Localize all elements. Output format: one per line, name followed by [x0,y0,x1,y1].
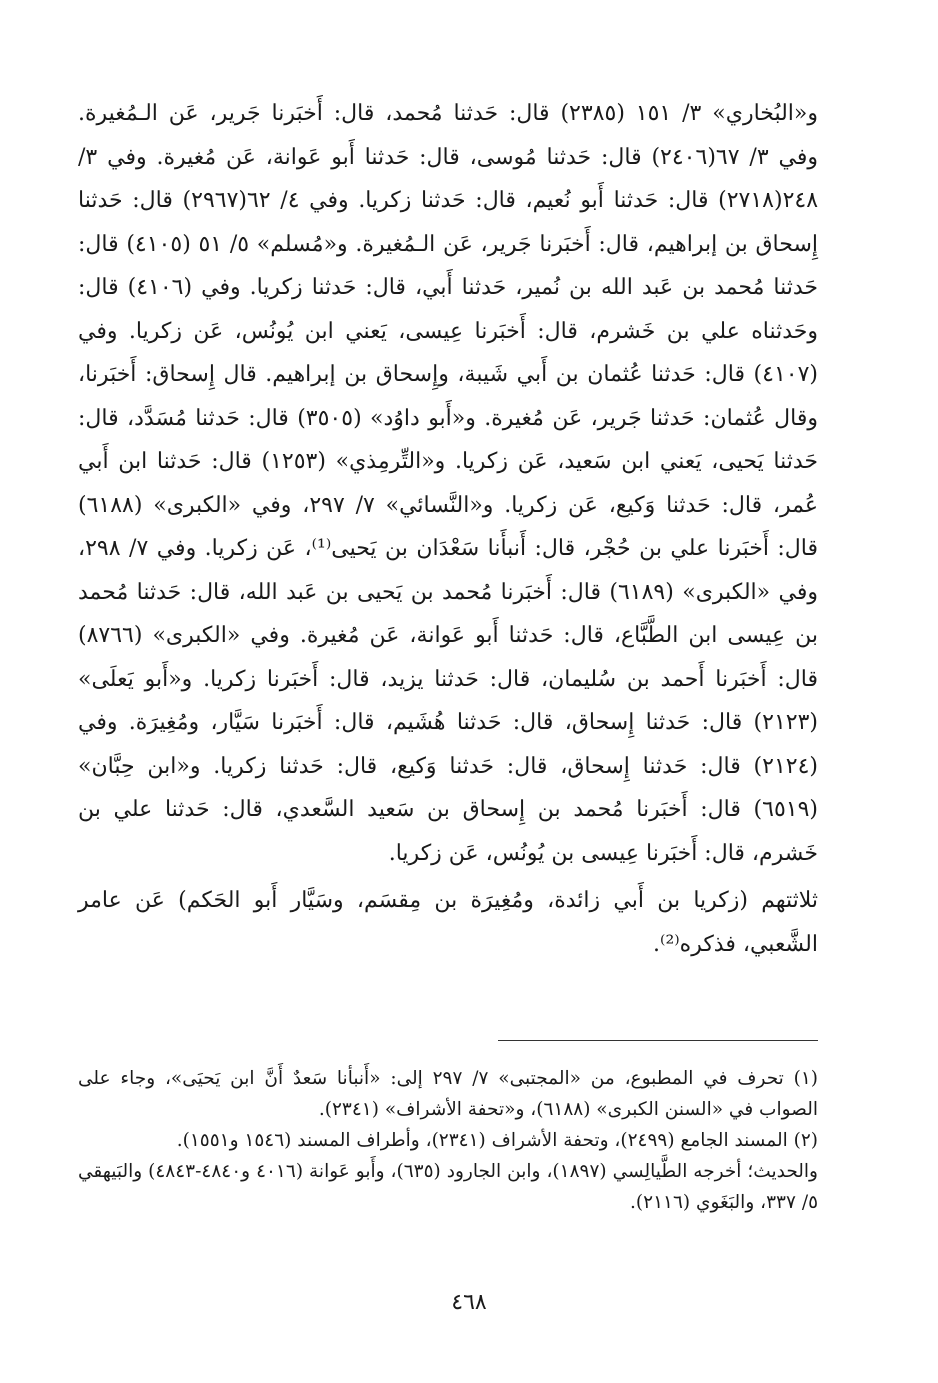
footnote-2: (٢) المسند الجامع (٢٤٩٩)، وتحفة الأشراف (٢٣٤١)، وأطراف المسند (١٥٤٦ و١٥٥١). [176,1130,818,1151]
main-text [78,92,818,966]
footnote-divider [498,1040,818,1041]
main-paragraph-1: و«البُخاري» ٣/ ١٥١ (٢٣٨٥) قال: حَدثنا مُحمد، قال: أَخبَرنا جَرير، عَن الـمُغيرة. وفي ٣/ ٦٧(٢٤٠٦) قال: حَدثنا مُوسى، قال: حَدثنا أَبو عَوانة، عَن مُغيرة. وفي ٣/ ٢٤٨(٢٧١٨) قال: حَدثنا أَبو نُعيم، قال: حَدثنا زكريا. وفي ٤/ ٦٢(٢٩٦٧) قال: حَدثنا إِسحاق بن إبراهيم، قال: أَخبَرنا جَرير، عَن الـمُغيرة. و«مُسلم» ٥/ ٥١ (٤١٠٥) قال: حَدثنا مُحمد بن عَبد الله بن نُمير، حَدثنا أَبي، قال: حَدثنا زكريا. وفي (٤١٠٦) قال: وحَدثناه علي بن خَشرم، قال: أَخبَرنا عِيسى، يَعني ابن يُونُس، عَن زكريا. وفي (٤١٠٧) قال: حَدثنا عُثمان بن أَبي شَيبة، وإِسحاق بن إبراهيم. قال إِسحاق: أَخبَرنا، وقال عُثمان: حَدثنا جَرير، عَن مُغيرة. و«أَبو داوُد» (٣٥٠٥) قال: حَدثنا مُسَدَّد، قال: حَدثنا يَحيى، يَعني ابن سَعيد، عَن زكريا. و«التِّرمِذي» (١٢٥٣) قال: حَدثنا ابن أَبي عُمر، قال: حَدثنا وَكيع، عَن زكريا. و«النَّسائي» ٧/ ٢٩٧، وفي «الكبرى» (٦١٨٨) قال: أَخبَرنا علي بن حُجْر، قال: أَنبأَنا سَعْدَان بن يَحيى⁽¹⁾، عَن زكريا. وفي ٧/ ٢٩٨، وفي «الكبرى» (٦١٨٩) قال: أَخبَرنا مُحمد بن يَحيى بن عَبد الله، قال: حَدثنا مُحمد بن عِيسى ابن الطَّبَّاع، قال: حَدثنا أَبو عَوانة، عَن مُغيرة. وفي «الكبرى» (٨٧٦٦) قال: أَخبَرنا أَحمد بن سُليمان، قال: حَدثنا يزيد، قال: أَخبَرنا زكريا. و«أَبو يَعلَى» (٢١٢٣) قال: حَدثنا إِسحاق، قال: حَدثنا هُشَيم، قال: أَخبَرنا سَيَّار، ومُغِيرَة. وفي (٢١٢٤) قال: حَدثنا إِسحاق، قال: حَدثنا وَكيع، قال: حَدثنا زكريا. و«ابن حِبَّان» (٦٥١٩) قال: أَخبَرنا مُحمد بن إِسحاق بن سَعيد السَّعدي، قال: حَدثنا علي بن خَشرم، قال: أَخبَرنا عِيسى بن يُونُس، عَن زكريا. [78,101,819,866]
page-body [78,92,818,966]
footnotes [78,1063,818,1218]
footnote-2-continuation: والحديث؛ أخرجه الطَّيالِسي (١٨٩٧)، وابن الجارود (٦٣٥)، وأَبو عَوانة (٤٠١٦ و٤٨٤٠-٤٨٤٣) والبَيهقي ٥/ ٣٣٧، والبَغَوي (٢١١٦). [78,1161,818,1213]
footnote-1: (١) تحرف في المطبوع، من «المجتبى» ٧/ ٢٩٧ إلى: «أَنبأنا سَعدٌ أَنَّ ابن يَحيَى»، وجاء على الصواب في «السنن الكبرى» (٦١٨٨)، و«تحفة الأشراف» (٢٣٤١). [78,1068,818,1120]
main-paragraph-2: ثلاثتهم (زكريا بن أَبي زائدة، ومُغِيرَة بن مِقسَم، وسَيَّار أَبو الحَكم) عَن عامر الشَّعبي، فذكره⁽²⁾. [78,888,818,957]
page-number: ٤٦٨ [451,1290,487,1315]
